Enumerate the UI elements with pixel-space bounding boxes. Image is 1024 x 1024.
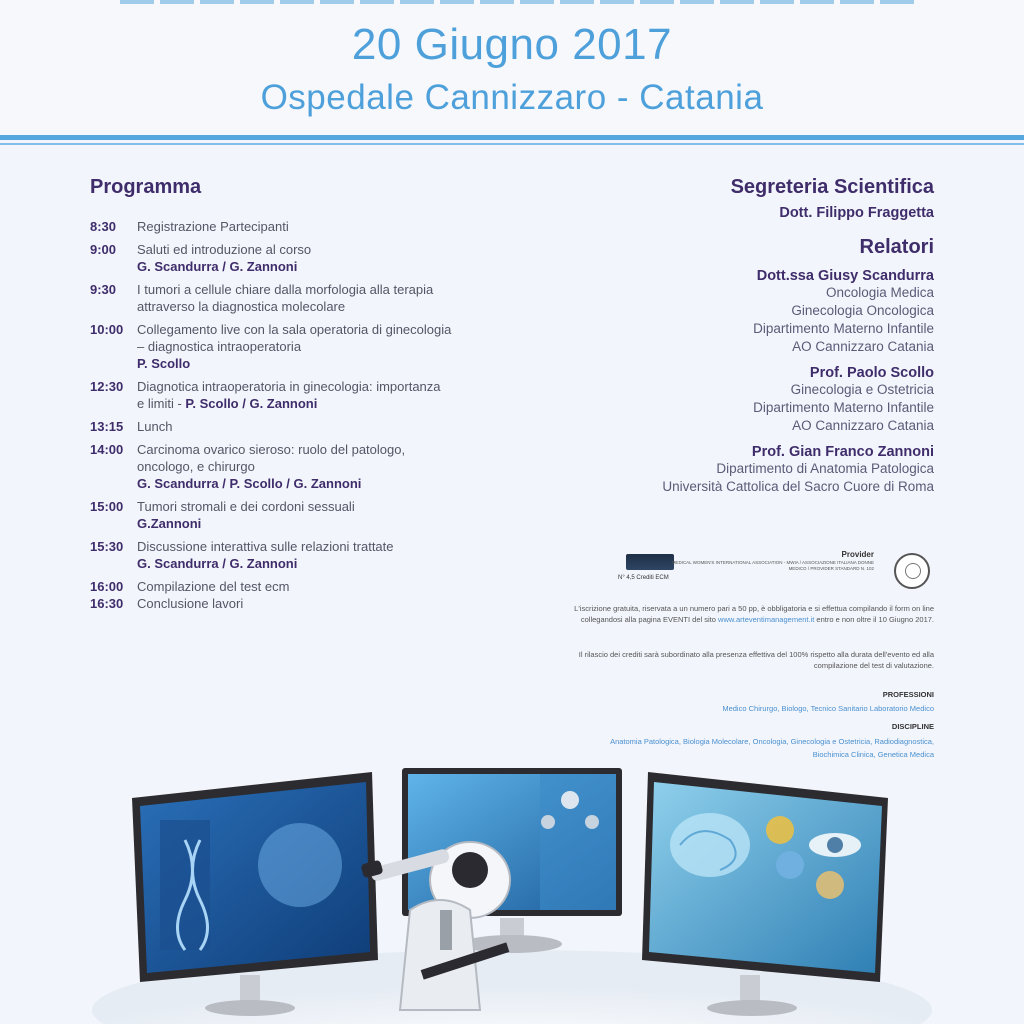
relatori-list: [514, 268, 934, 496]
programma-line: – diagnostica intraoperatoria: [137, 339, 302, 354]
relatore-affiliation: Ginecologia e Ostetricia: [790, 382, 934, 397]
programma-description: [137, 218, 289, 235]
programma-line: Tumori stromali e dei cordoni sessuali: [137, 499, 355, 514]
event-venue: Ospedale Cannizzaro - Catania: [260, 78, 764, 117]
right-column: [514, 176, 934, 496]
programma-line: Registrazione Partecipanti: [137, 219, 289, 234]
programma-time: 9:00: [90, 242, 117, 257]
programma-time: 15:30: [90, 539, 124, 554]
header: [0, 0, 1024, 136]
relatore: [514, 365, 934, 435]
relatore-affiliation: Dipartimento di Anatomia Patologica: [716, 461, 934, 476]
programma-speaker: G. Scandurra / P. Scollo / G. Zannoni: [137, 476, 362, 491]
relatore-name: Dott.ssa Giusy Scandurra: [756, 268, 934, 284]
programma-line: Carcinoma ovarico sieroso: ruolo del patologo,: [137, 442, 406, 457]
programma-description: [137, 578, 289, 595]
programma-speaker: G.Zannoni: [137, 516, 202, 531]
divider-thin: [0, 143, 1024, 145]
professioni-list: Medico Chirurgo, Biologo, Tecnico Sanitario Laboratorio Medico: [722, 704, 934, 713]
programma-time: 16:00: [90, 579, 124, 594]
programma-item: [90, 578, 520, 595]
programma-item: [90, 378, 520, 412]
iscrizione-post: entro e non oltre il 10 Giugno 2017.: [814, 614, 934, 624]
programma-line: e limiti -: [137, 396, 186, 411]
programma-time: 15:00: [90, 499, 124, 514]
programma-time: 10:00: [90, 322, 124, 337]
programma-time: 13:15: [90, 419, 124, 434]
programma-time: 16:30: [90, 596, 124, 611]
computer-monitors-illustration: [0, 760, 1024, 1024]
programma-speaker: P. Scollo: [137, 356, 191, 371]
rilascio-text: Il rilascio dei crediti sarà subordinato alla presenza effettiva del 100% rispetto alla durata dell'evento ed alla compilazione del test di valutazione.: [578, 650, 934, 670]
programma-item: [90, 241, 520, 275]
website-link[interactable]: www.arteventimanagement.it: [718, 614, 815, 624]
programma-item: [90, 218, 520, 235]
programma-item: [90, 281, 520, 315]
programma-item: [90, 418, 520, 435]
programma-description: [137, 498, 355, 532]
programma-description: [137, 441, 405, 492]
programma-description: [137, 538, 394, 572]
programma-item: [90, 441, 520, 492]
programma-line: Diagnotica intraoperatoria in ginecologia: importanza: [137, 379, 441, 394]
programma-description: [137, 378, 441, 412]
iscrizione-text: [574, 604, 934, 625]
provider-label: Provider: [841, 550, 874, 559]
programma-description: [137, 418, 172, 435]
programma-title: Programma: [90, 176, 202, 198]
divider: [0, 135, 1024, 140]
relatore-name: Prof. Paolo Scollo: [809, 365, 934, 381]
discipline-list: Anatomia Patologica, Biologia Molecolare, Oncologia, Ginecologia e Ostetricia, Radiodiagnostica, Biochimica Clinica, Genetica Medica: [610, 737, 934, 759]
programma-line: I tumori a cellule chiare dalla morfologia alla terapia: [137, 282, 434, 297]
segreteria-name: Dott. Filippo Fraggetta: [779, 205, 934, 221]
iscrizione-pre: L'iscrizione gratuita, riservata a un numero pari a 50 pp, è obbligatoria e si effettua compilando il form on line collegandosi alla pagina EVENTI del sito: [574, 604, 934, 624]
programma-item: [90, 321, 520, 372]
professioni-label: PROFESSIONI: [882, 690, 934, 699]
relatore-affiliation: Oncologia Medica: [825, 285, 934, 300]
programma-list: [90, 218, 520, 618]
relatore-name: Prof. Gian Franco Zannoni: [751, 444, 934, 460]
programma-time: 12:30: [90, 379, 124, 394]
programma-description: [137, 281, 433, 315]
association-seal-icon: [894, 553, 930, 589]
cropped-title-strip: [120, 0, 920, 4]
programma-line: Discussione interattiva sulle relazioni trattate: [137, 539, 394, 554]
event-date: 20 Giugno 2017: [351, 20, 673, 69]
programma-line: Collegamento live con la sala operatoria di ginecologia: [137, 322, 452, 337]
programma-description: [137, 321, 451, 372]
relatore: [514, 268, 934, 356]
provider-block: [618, 550, 936, 588]
programma-time: 14:00: [90, 442, 124, 457]
programma-speaker: G. Scandurra / G. Zannoni: [137, 556, 298, 571]
relatori-title: Relatori: [859, 236, 934, 258]
programma-speaker: P. Scollo / G. Zannoni: [185, 396, 318, 411]
programma-description: [137, 241, 311, 275]
relatore-affiliation: Università Cattolica del Sacro Cuore di Roma: [662, 479, 934, 494]
programma-item: [90, 498, 520, 532]
programma-time: 9:30: [90, 282, 117, 297]
programma-time: 8:30: [90, 219, 117, 234]
relatore-affiliation: Ginecologia Oncologica: [791, 303, 934, 318]
relatore-affiliation: AO Cannizzaro Catania: [792, 339, 934, 354]
ecm-credits: N° 4,5 Crediti ECM: [618, 575, 669, 581]
programma-line: Compilazione del test ecm: [137, 579, 290, 594]
programma-speaker: G. Scandurra / G. Zannoni: [137, 259, 298, 274]
discipline-label: DISCIPLINE: [891, 722, 934, 731]
programma-line: Saluti ed introduzione al corso: [137, 242, 312, 257]
programma-description: [137, 595, 243, 612]
relatore-affiliation: AO Cannizzaro Catania: [792, 418, 934, 433]
programma-line: attraverso la diagnostica molecolare: [137, 299, 346, 314]
relatore: [514, 444, 934, 496]
programma-line: Conclusione lavori: [137, 596, 244, 611]
programma-item: [90, 538, 520, 572]
programma-line: Lunch: [137, 419, 173, 434]
relatore-affiliation: Dipartimento Materno Infantile: [753, 400, 934, 415]
programma-item: [90, 595, 520, 612]
provider-text: MEDICAL WOMEN'S INTERNATIONAL ASSOCIATION - MWIA / ASSOCIAZIONE ITALIANA DONNE MEDICO / PROVIDER STANDARD N. 102: [671, 560, 874, 571]
programma-line: oncologo, e chirurgo: [137, 459, 255, 474]
relatore-affiliation: Dipartimento Materno Infantile: [753, 321, 934, 336]
segreteria-title: Segreteria Scientifica: [730, 176, 934, 198]
